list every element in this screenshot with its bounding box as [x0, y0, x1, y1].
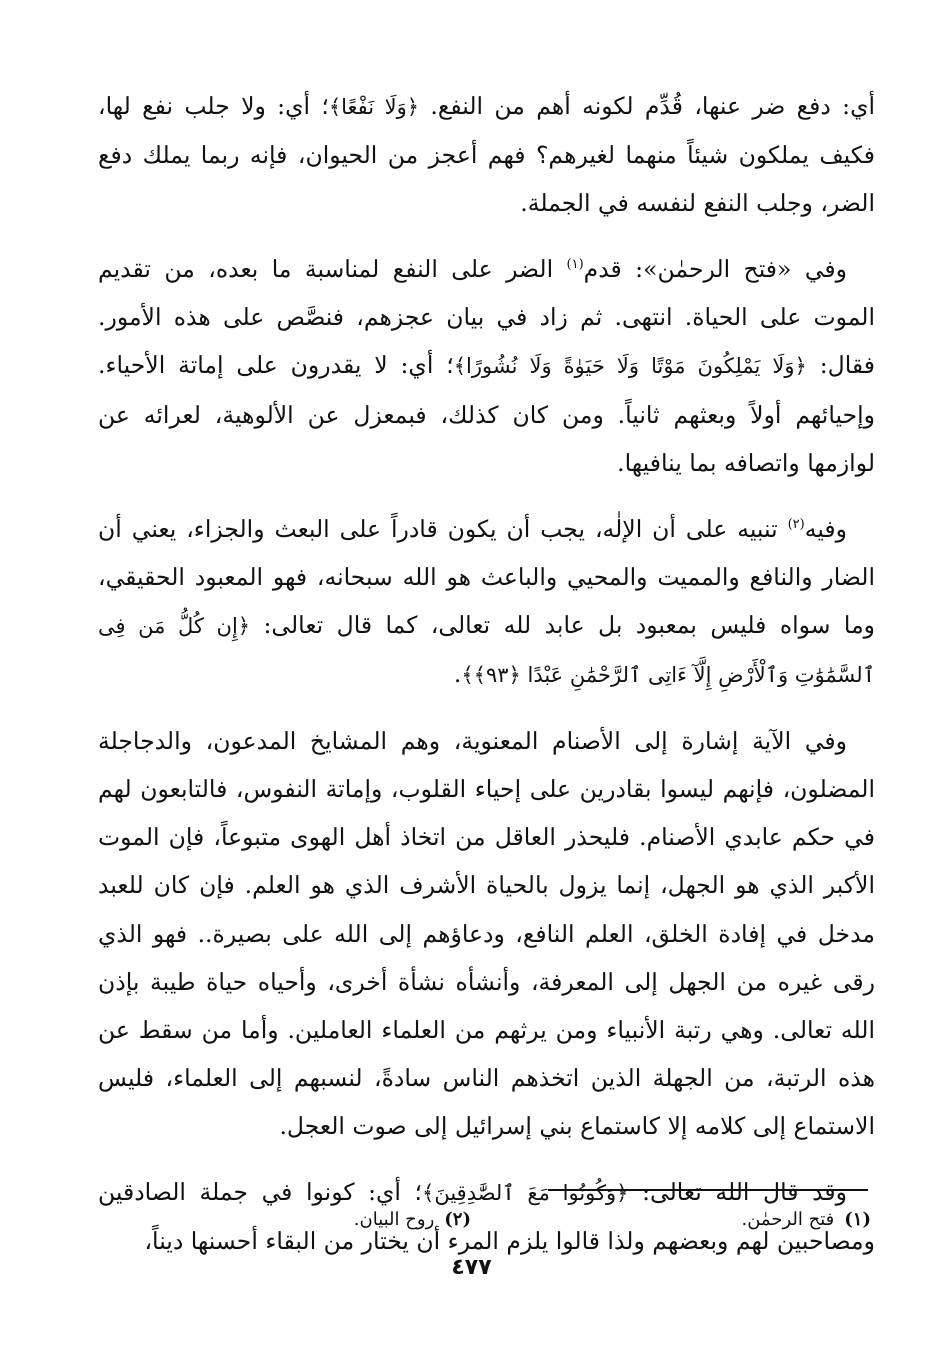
paragraph: [98, 245, 875, 486]
footnotes: [98, 1203, 871, 1237]
text-segment: أي: دفع ضر عنها، قُدِّم لكونه أهم من النفع.: [419, 92, 876, 120]
footnote-1-text: فتح الرحمٰن.: [741, 1209, 835, 1230]
paragraph: [98, 505, 875, 699]
text-segment: ؛ أي: ولا جلب نفع لها، فكيف يملكون شيئاً منهما لغيرهم؟ فهم أعجز من الحيوان، فإنه ربما يملك دفع الضر، وجلب النفع لنفسه في الجملة.: [98, 92, 875, 218]
text-segment: وفي الآية إشارة إلى الأصنام المعنوية، وهم المشايخ المدعون، والدجاجلة المضلون، فإنهم ليسوا بقادرين على إحياء القلوب، وإماتة النفوس، فالتابعون لهم في حكم عابدي الأصنام. فليحذر العاقل من اتخاذ أهل الهوى متبوعاً، فإن الموت الأكبر الذي هو الجهل، إنما يزول بالحياة الأشرف الذي هو العلم. فإن كان للعبد مدخل في إفادة الخلق، العلم النافع، ودعاؤهم إلى الله على بصيرة.. فهو الذي رقى غيره من الجهل إلى المعرفة، وأنشأه نشأة أخرى، وأحياه حياة طيبة بإذن الله تعالى. وهي رتبة الأنبياء ومن يرثهم من العلماء العاملين. وأما من سقط عن هذه الرتبة، من الجهلة الذين اتخذهم الناس سادةً، لنسبهم إلى العلماء، فليس الاستماع إلى كلامه إلا كاستماع بني إسرائيل إلى صوت العجل.: [98, 727, 875, 1140]
footnote-separator: [548, 1189, 868, 1191]
text-segment: تنبيه على أن الإلٰه، يجب أن يكون قادراً على البعث والجزاء، يعني أن الضار والنافع والمميت والمحيي والباعث هو الله سبحانه، فهو المعبود الحقيقي، وما سواه فليس بمعبود بل عابد لله تعالى، كما قال تعالى:: [98, 514, 876, 639]
footnote-1: [742, 1203, 872, 1237]
text-segment: وفي «فتح الرحمٰن»: قدم: [583, 255, 847, 284]
footnote-1-number: (١): [844, 1209, 871, 1230]
text-segment: وقد قال الله تعالى:: [628, 1177, 848, 1206]
quran-quote: ﴿وَلَا يَمْلِكُونَ مَوْتًا وَلَا حَيَوٰةً وَلَا نُشُورًا﴾: [453, 354, 807, 379]
footnote-reference: (١): [566, 257, 584, 273]
paragraph: [98, 717, 875, 1150]
footnote-reference: (٢): [787, 516, 805, 532]
footnote-2-number: (٢): [444, 1209, 471, 1230]
text-segment: .: [453, 660, 462, 689]
text-segment: ؛ أي: لا يقدرون على إماتة الأحياء. وإحيائهم أولاً وبعثهم ثانياً. ومن كان كذلك، فبمعزل عن الألوهية، لعرائه عن لوازمها واتصافه بما ينافيها.: [98, 351, 875, 477]
footnote-2: [354, 1203, 471, 1237]
quran-quote: ﴿إِن كُلُّ مَن فِى ٱلسَّمَٰوَٰتِ وَٱلْأَرْضِ إِلَّآ ءَاتِى ٱلرَّحْمَٰنِ عَبْدًا ﴿٩٣﴾﴾: [98, 613, 875, 688]
quran-quote: ﴿وَكُونُوا مَعَ ٱلصَّٰدِقِينَ﴾: [422, 1180, 629, 1205]
page-number: ٤٧٧: [451, 1255, 492, 1280]
text-segment: وفيه: [804, 514, 847, 543]
main-text: [98, 82, 875, 1283]
quran-quote: ﴿وَلَا نَفْعًا﴾: [328, 95, 420, 119]
text-segment: ؛ أي: كونوا في جملة الصادقين ومصاحبين لهم وبعضهم ولذا قالوا يلزم المرء أن يختار من البقاء أحسنها ديناً،: [98, 1177, 875, 1256]
footnote-2-text: روح البيان.: [353, 1209, 435, 1230]
text-segment: الضر على النفع لمناسبة ما بعده، من تقديم الموت على الحياة. انتهى. ثم زاد في بيان عجزهم، فنصَّص على هذه الأمور. فقال:: [98, 255, 875, 380]
paragraph: [98, 82, 875, 227]
